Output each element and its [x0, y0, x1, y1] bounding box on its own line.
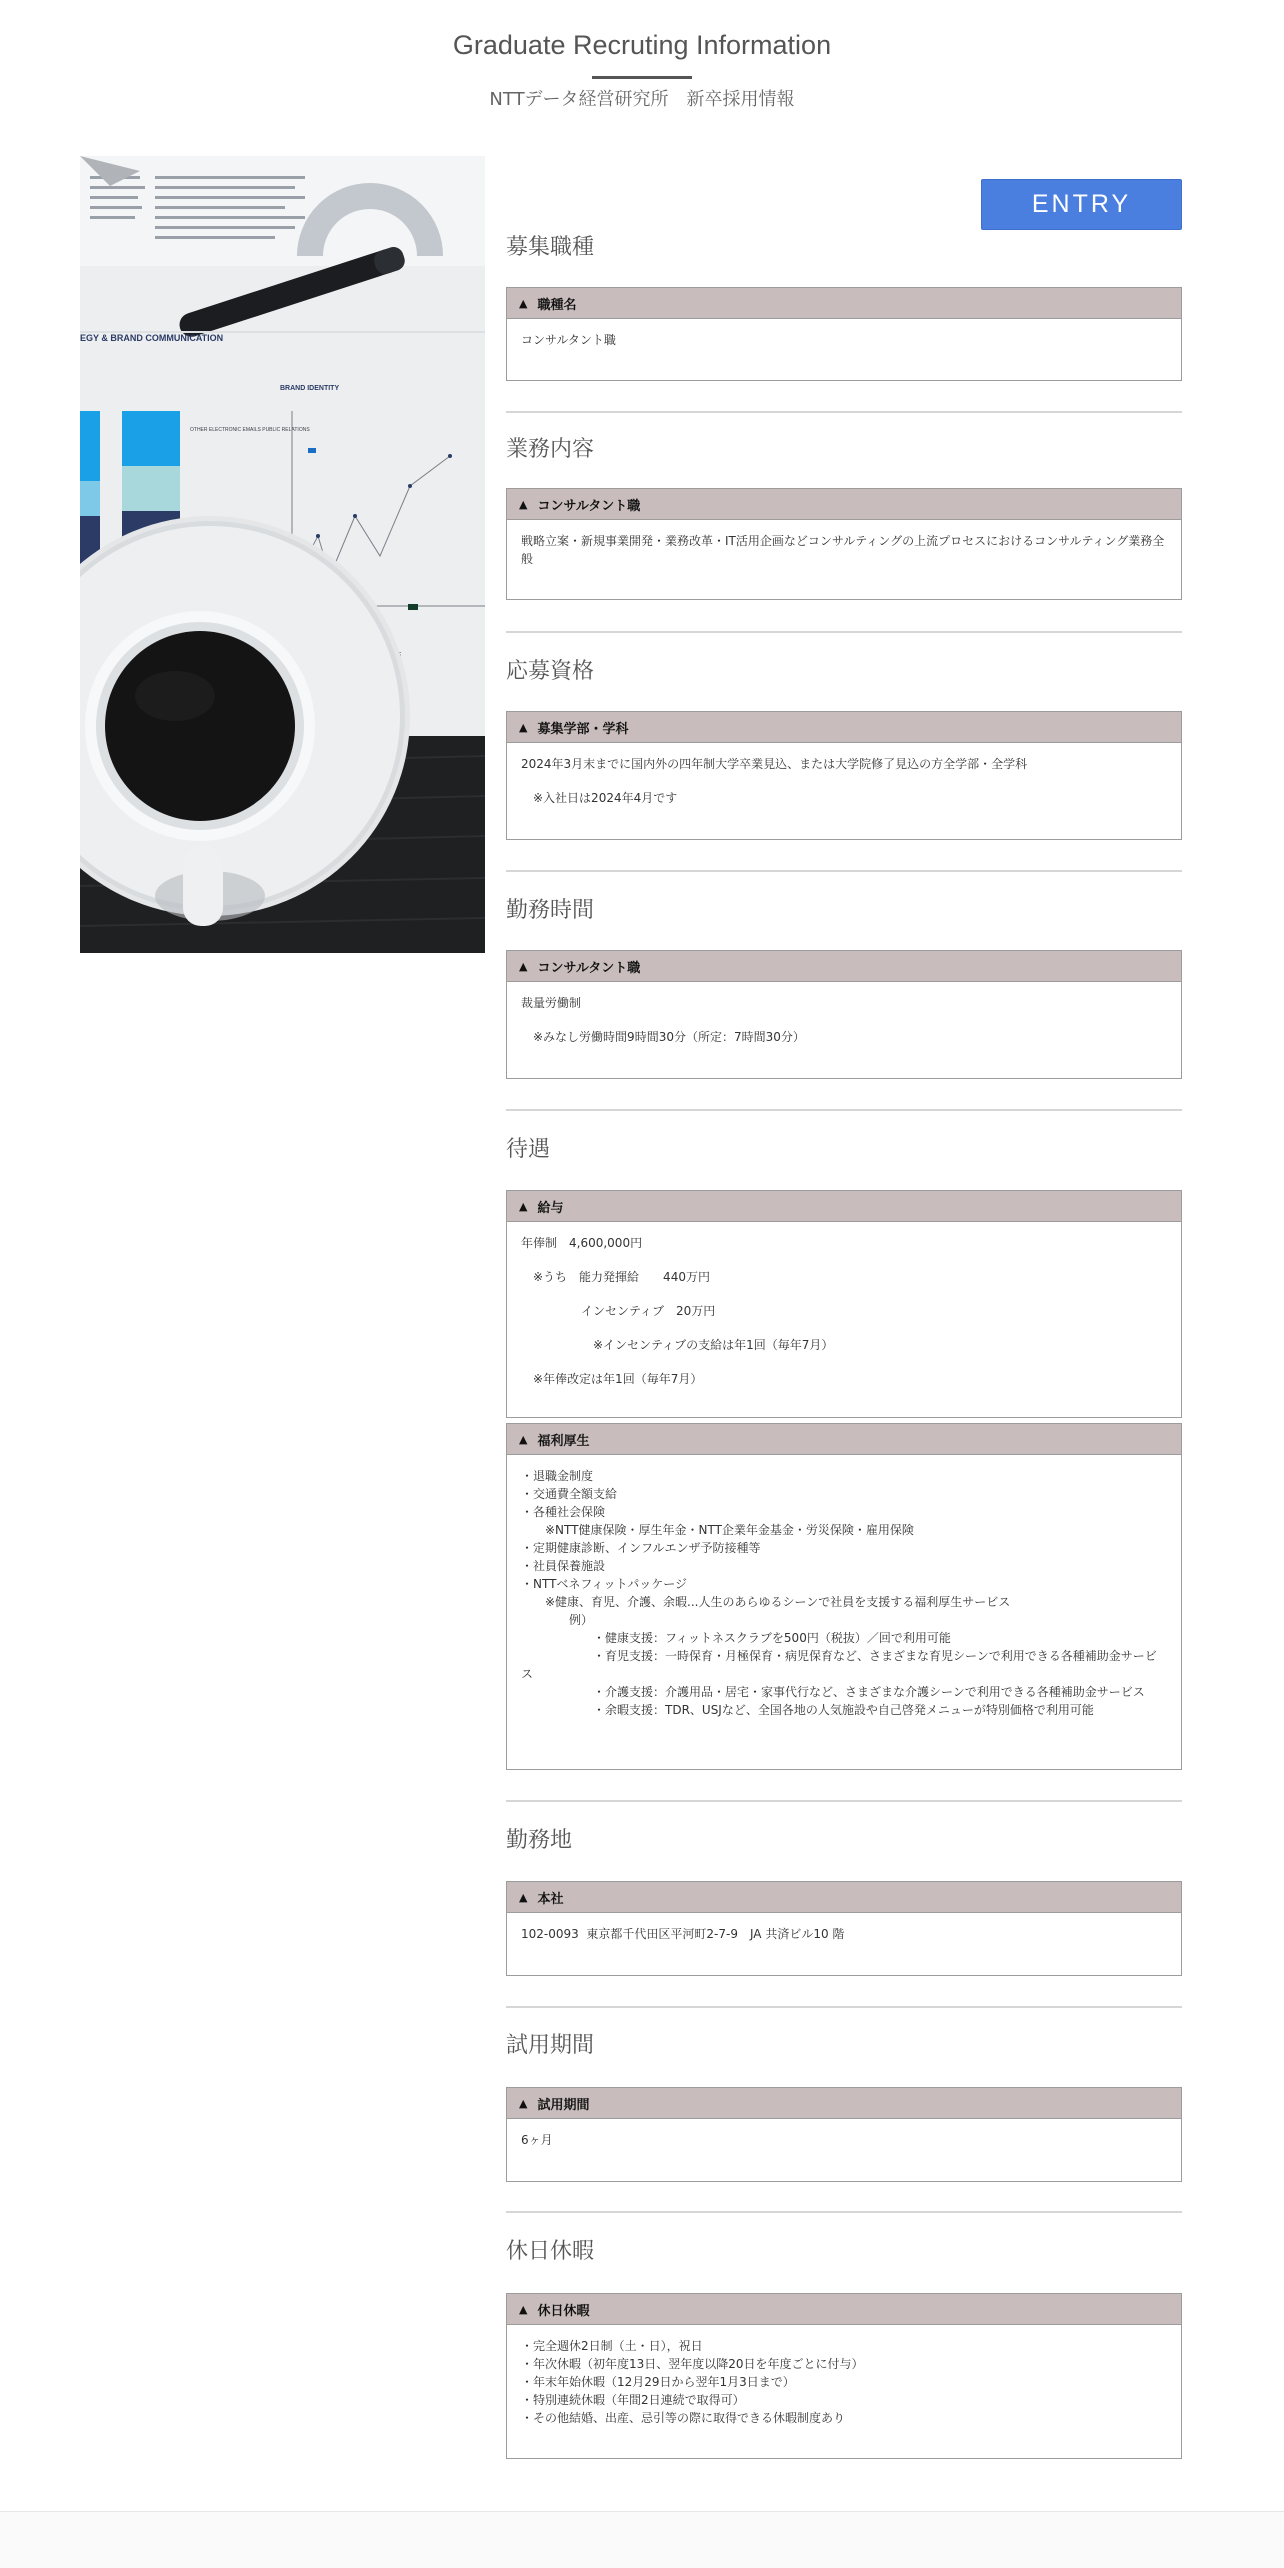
accordion-heading: コンサルタント職: [537, 960, 641, 976]
accordion-probation: [506, 2087, 1182, 2182]
accordion-header[interactable]: [507, 1191, 1181, 1222]
accordion-working-hours: [506, 950, 1182, 1079]
body-text: ※インセンティブの支給は年1回（毎年7月）: [521, 1338, 834, 1352]
accordion-heading: 本社: [537, 1891, 564, 1907]
section-title-probation: 試用期間: [506, 2033, 595, 2058]
accordion-head-office: [506, 1881, 1182, 1976]
body-text: ※年俸改定は年1回（毎年7月）: [521, 1372, 703, 1386]
accordion-body: [507, 1222, 1181, 1398]
accordion-heading: 職種名: [537, 297, 577, 313]
coffee-on-documents-image: [80, 156, 485, 953]
body-text: ※みなし労働時間9時間30分（所定：7時間30分）: [521, 1030, 805, 1044]
caret-up-icon: ▲: [519, 720, 528, 734]
body-text: 裁量労働制: [521, 996, 582, 1010]
accordion-body: [507, 1455, 1181, 1729]
section-title-eligibility: 応募資格: [506, 659, 595, 684]
page-title: Graduate Recruting Information: [452, 30, 832, 60]
section-divider: [506, 2211, 1182, 2213]
holiday-list: ・完全週休2日制（土・日），祝日 ・年次休暇（初年度13日、翌年度以降20日を年度ごとに付与） ・年末年始休暇（12月29日から翌年1月3日まで） ・特別連続休暇（年間2日連続で取得可） ・その他結婚、出産、忌引等の際に取得できる休暇制度あり: [521, 2339, 864, 2425]
accordion-header[interactable]: [507, 1882, 1181, 1913]
page-subtitle: NTTデータ経営研究所 新卒採用情報: [489, 89, 795, 110]
accordion-welfare: [506, 1423, 1182, 1770]
accordion-holidays: [506, 2293, 1182, 2459]
section-divider: [506, 411, 1182, 413]
accordion-salary: [506, 1190, 1182, 1418]
caret-up-icon: ▲: [519, 1890, 528, 1904]
welfare-list: ・退職金制度 ・交通費全額支給 ・各種社会保険 ※NTT健康保険・厚生年金・NTT企業年金基金・労災保険・雇用保険 ・定期健康診断、インフルエンザ予防接種等 ・社員保養施設 ・NTTベネフィットパッケージ ※健康、育児、介護、余暇...人生のあらゆるシーンで社員を支援する福利厚生サービス 例） ・健康支援：フィットネスクラブを500円（税抜）／回で利用可能 ・育児支援：一時保育・月極保育・病児保育など、さまざまな育児シーンで利用できる各種補助金サービス ・介護支援：介護用品・居宅・家事代行など、さまざまな介護シーンで利用できる各種補助金サービス ・余暇支援：TDR、USJなど、全国各地の人気施設や自己啓発メニューが特別価格で利用可能: [521, 1469, 1157, 1717]
section-title-benefits: 待遇: [506, 1137, 551, 1162]
body-text: 戦略立案・新規事業開発・業務改革・IT活用企画などコンサルティングの上流プロセスにおけるコンサルティング業務全般: [521, 534, 1165, 566]
section-title-positions: 募集職種: [506, 235, 595, 260]
photo-brand-identity: BRAND IDENTITY: [280, 385, 340, 392]
accordion-heading: コンサルタント職: [537, 498, 641, 514]
section-divider: [506, 631, 1182, 633]
section-divider: [506, 870, 1182, 872]
accordion-body: [507, 2325, 1181, 2437]
accordion-heading: 福利厚生: [537, 1433, 590, 1449]
accordion-header[interactable]: [507, 712, 1181, 743]
caret-up-icon: ▲: [519, 959, 528, 973]
section-divider: [506, 2006, 1182, 2008]
section-title-hours: 勤務時間: [506, 898, 595, 923]
accordion-heading: 試用期間: [537, 2097, 590, 2113]
photo-doc-heading: EGY & BRAND COMMUNICATION: [80, 333, 224, 343]
entry-button[interactable]: ENTRY: [981, 179, 1182, 230]
accordion-body: [507, 743, 1181, 817]
caret-up-icon: ▲: [519, 1432, 528, 1446]
accordion-body: [507, 982, 1181, 1056]
body-text: コンサルタント職: [521, 333, 616, 347]
accordion-body: [507, 319, 1181, 359]
accordion-header[interactable]: [507, 2294, 1181, 2325]
accordion-job-title: [506, 287, 1182, 381]
title-underline: [592, 76, 692, 79]
accordion-header[interactable]: [507, 288, 1181, 319]
accordion-header[interactable]: [507, 951, 1181, 982]
accordion-body: [507, 520, 1181, 578]
accordion-consultant-duties: [506, 488, 1182, 600]
section-divider: [506, 1109, 1182, 1111]
caret-up-icon: ▲: [519, 2096, 528, 2110]
body-text: 年俸制 4,600,000円: [521, 1236, 643, 1250]
body-text: ※うち 能力発揮給 440万円: [521, 1270, 710, 1284]
body-text: 6ヶ月: [521, 2133, 553, 2147]
accordion-header[interactable]: [507, 1424, 1181, 1455]
accordion-faculties: [506, 711, 1182, 840]
section-title-location: 勤務地: [506, 1828, 573, 1853]
photo-legend-1: OTHER ELECTRONIC EMAILS PUBLIC RELATIONS: [190, 427, 310, 433]
caret-up-icon: ▲: [519, 2302, 528, 2316]
accordion-heading: 募集学部・学科: [537, 721, 629, 737]
accordion-body: [507, 1913, 1181, 1953]
accordion-header[interactable]: [507, 489, 1181, 520]
body-text: ※入社日は2024年4月です: [521, 791, 678, 805]
caret-up-icon: ▲: [519, 497, 528, 511]
accordion-heading: 給与: [537, 1200, 564, 1216]
accordion-header[interactable]: [507, 2088, 1181, 2119]
section-title-duties: 業務内容: [506, 437, 595, 462]
section-divider: [506, 1800, 1182, 1802]
body-text: インセンティブ 20万円: [521, 1304, 716, 1318]
body-text: 2024年3月末までに国内外の四年制大学卒業見込、または大学院修了見込の方全学部・全学科: [521, 757, 1028, 771]
caret-up-icon: ▲: [519, 296, 528, 310]
section-title-holidays: 休日休暇: [506, 2239, 595, 2264]
caret-up-icon: ▲: [519, 1199, 528, 1213]
hero-photo: [80, 156, 485, 953]
accordion-heading: 休日休暇: [537, 2303, 590, 2319]
accordion-body: [507, 2119, 1181, 2159]
page-footer: [0, 2512, 1284, 2568]
body-text: 102-0093 東京都千代田区平河町2-7-9 JA 共済ビル10 階: [521, 1927, 845, 1941]
